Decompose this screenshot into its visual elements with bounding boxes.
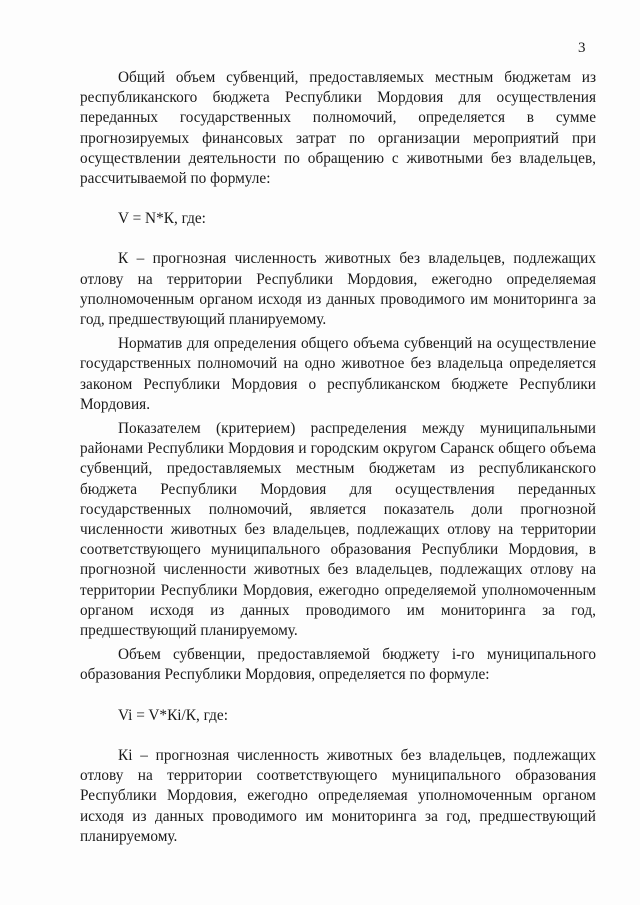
paragraph-k-definition: К – прогнозная численность животных без владельцев, подлежащих отлову на территории Республики Мордовия, ежегодно определяемая уполномоченным органом исходя из данных проводимого им мониторинга за год, предшествующий планируемому. [80,250,596,329]
formula-municipal: Vi = V*Кi/К, где: [118,706,228,724]
document-body [80,68,596,847]
paragraph-total-subvention: Общий объем субвенций, предоставляемых местным бюджетам из республиканского бюджета Республики Мордовия для осуществления переданных государственных полномочий, определяется в сумме прогнозируемых финансовых затрат по организации мероприятий при осуществлении деятельности по обращению с животными без владельцев, рассчитываемой по формуле: [80,69,596,188]
page-number: 3 [578,40,586,56]
formula-total: V = N*К, где: [118,210,206,228]
paragraph-norm: Норматив для определения общего объема субвенций на осуществление государственных полномочий на одно животное без владельца определяется законом Республики Мордовия о республиканском бюджете Республики Мордовия. [80,335,596,413]
paragraph-distribution-criterion: Показателем (критерием) распределения между муниципальными районами Республики Мордовия и городским округом Саранск общего объема субвенций, предоставляемых местным бюджетам из республиканского бюджета Республики Мордовия для осуществления переданных государственных полномочий, является показатель доли прогнозной численности животных без владельцев, подлежащих отлову на территории соответствующего муниципального образования Республики Мордовия, в прогнозной численности животных без владельцев, подлежащих отлову на территории Республики Мордовия, ежегодно определяемой уполномоченным органом исходя из данных проводимого им мониторинга за год, предшествующий планируемому. [80,420,596,640]
paragraph-municipal-subvention: Объем субвенции, предоставляемой бюджету i-го муниципального образования Республики Мордовия, определяется по формуле: [80,646,596,684]
paragraph-ki-definition: Кi – прогнозная численность животных без владельцев, подлежащих отлову на территории соответствующего муниципального образования Республики Мордовия, ежегодно определяемая уполномоченным органом исходя из данных проводимого им мониторинга за год, предшествующий планируемому. [80,746,596,845]
